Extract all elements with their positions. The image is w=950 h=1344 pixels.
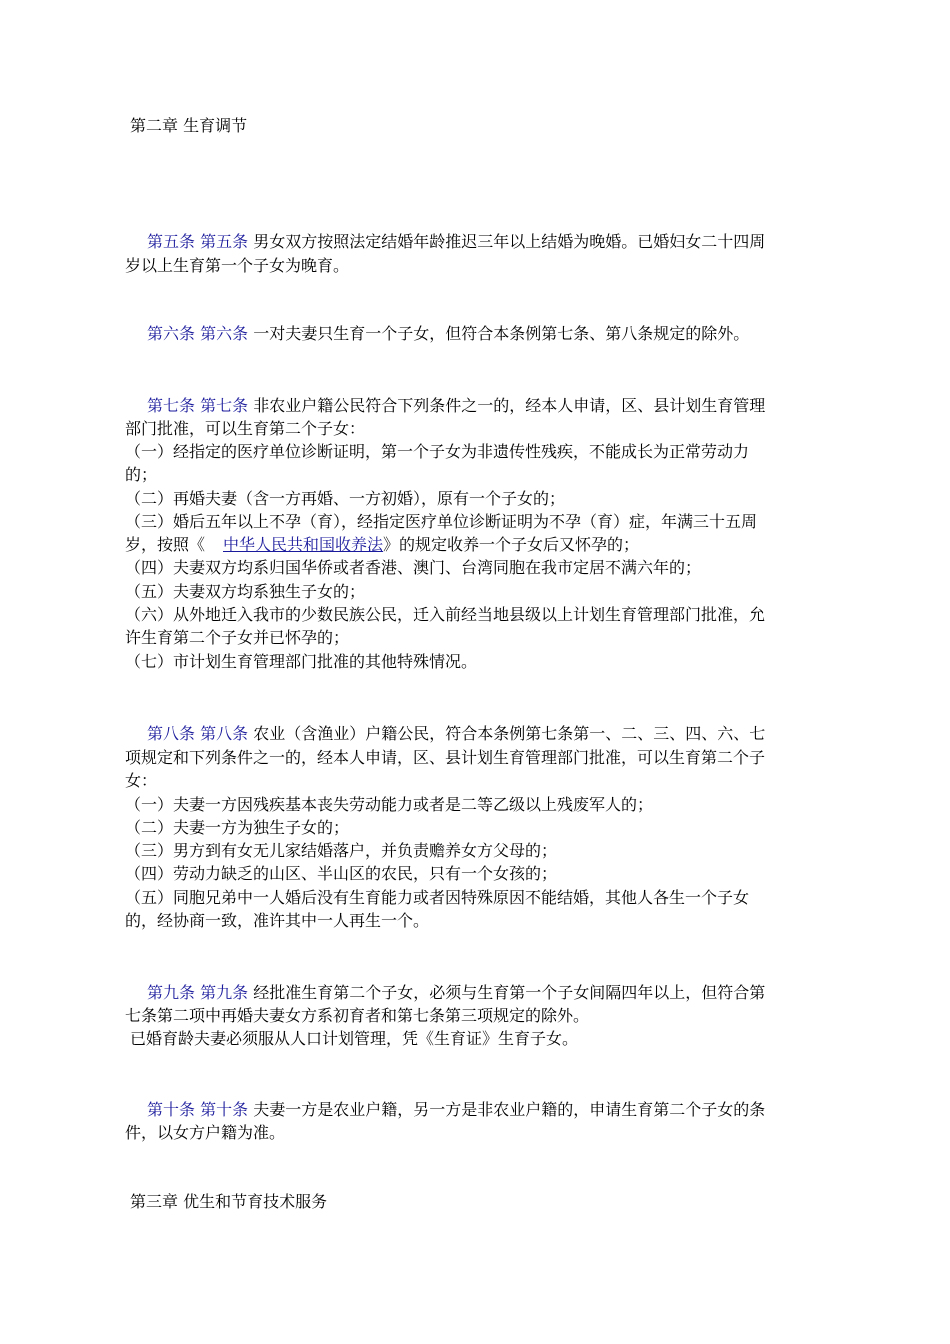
article-8-text: 农业（含渔业）户籍公民，符合本条例第七条第一、二、三、四、六、七 bbox=[253, 724, 766, 743]
article-10-line-1 bbox=[147, 1098, 765, 1121]
article-8-line-3: 女： bbox=[125, 771, 158, 790]
chapter-3-heading: 第三章 优生和节育技术服务 bbox=[130, 1192, 328, 1211]
article-6-line-1 bbox=[147, 322, 749, 345]
article-7-item-3-suffix: 》的规定收养一个子女后又怀孕的； bbox=[383, 535, 640, 554]
article-7-item-2: （二）再婚夫妻（含一方再婚、一方初婚），原有一个子女的； bbox=[125, 489, 566, 508]
article-8-item-2: （二）夫妻一方为独生子女的； bbox=[125, 818, 350, 837]
article-10-text: 夫妻一方是农业户籍，另一方是非农业户籍的，申请生育第二个子女的条 bbox=[253, 1100, 766, 1119]
article-5-label-repeat: 第五条 bbox=[200, 232, 249, 251]
article-7-item-6-cont: 许生育第二个子女并已怀孕的； bbox=[125, 628, 350, 647]
article-8-item-4: （四）劳动力缺乏的山区、半山区的农民，只有一个女孩的； bbox=[125, 864, 558, 883]
chapter-2-heading: 第二章 生育调节 bbox=[130, 116, 248, 135]
article-7-text: 非农业户籍公民符合下列条件之一的，经本人申请，区、县计划生育管理 bbox=[253, 396, 766, 415]
article-10-label: 第十条 bbox=[147, 1100, 196, 1119]
article-9-line-2: 七条第二项中再婚夫妻女方系初育者和第七条第三项规定的除外。 bbox=[125, 1006, 590, 1025]
article-5-label: 第五条 bbox=[147, 232, 196, 251]
article-10-line-2: 件，以女方户籍为准。 bbox=[125, 1123, 286, 1142]
article-9-line-3: 已婚育龄夫妻必须服从人口计划管理，凭《生育证》生育子女。 bbox=[130, 1029, 579, 1048]
article-10-label-repeat: 第十条 bbox=[200, 1100, 249, 1119]
article-8-label-repeat: 第八条 bbox=[200, 724, 249, 743]
article-7-item-7: （七）市计划生育管理部门批准的其他特殊情况。 bbox=[125, 652, 478, 671]
article-9-label: 第九条 bbox=[147, 983, 196, 1002]
article-9-label-repeat: 第九条 bbox=[200, 983, 249, 1002]
article-7-item-3-cont bbox=[125, 533, 639, 556]
article-7-line-1 bbox=[147, 394, 765, 417]
article-8-line-2: 项规定和下列条件之一的，经本人申请，区、县计划生育管理部门批准，可以生育第二个子 bbox=[125, 748, 766, 767]
article-8-item-5: （五）同胞兄弟中一人婚后没有生育能力或者因特殊原因不能结婚，其他人各生一个子女 bbox=[125, 888, 750, 907]
article-8-line-1 bbox=[147, 722, 765, 745]
article-7-item-1-cont: 的； bbox=[125, 465, 158, 484]
article-7-item-5: （五）夫妻双方均系独生子女的； bbox=[125, 582, 366, 601]
article-6-text: 一对夫妻只生育一个子女，但符合本条例第七条、第八条规定的除外。 bbox=[253, 324, 750, 343]
article-5-line-2: 岁以上生育第一个子女为晚育。 bbox=[125, 256, 350, 275]
article-6-label-repeat: 第六条 bbox=[200, 324, 249, 343]
article-5-text: 男女双方按照法定结婚年龄推迟三年以上结婚为晚婚。已婚妇女二十四周 bbox=[253, 232, 766, 251]
article-9-text: 经批准生育第二个子女，必须与生育第一个子女间隔四年以上，但符合第 bbox=[253, 983, 766, 1002]
article-6-label: 第六条 bbox=[147, 324, 196, 343]
article-7-label: 第七条 bbox=[147, 396, 196, 415]
article-7-item-3-prefix: 岁，按照《 bbox=[125, 535, 206, 554]
article-7-item-4: （四）夫妻双方均系归国华侨或者香港、澳门、台湾同胞在我市定居不满六年的； bbox=[125, 558, 702, 577]
article-7-label-repeat: 第七条 bbox=[200, 396, 249, 415]
article-7-item-1: （一）经指定的医疗单位诊断证明，第一个子女为非遗传性残疾，不能成长为正常劳动力 bbox=[125, 442, 750, 461]
article-9-line-1 bbox=[147, 981, 765, 1004]
article-8-item-5-cont: 的，经协商一致，准许其中一人再生一个。 bbox=[125, 911, 430, 930]
article-8-item-1: （一）夫妻一方因残疾基本丧失劳动能力或者是二等乙级以上残废军人的； bbox=[125, 795, 654, 814]
article-8-label: 第八条 bbox=[147, 724, 196, 743]
article-8-item-3: （三）男方到有女无儿家结婚落户，并负责赡养女方父母的； bbox=[125, 841, 558, 860]
article-7-item-3: （三）婚后五年以上不孕（育），经指定医疗单位诊断证明为不孕（育）症，年满三十五周 bbox=[125, 512, 758, 531]
article-5-line-1 bbox=[147, 230, 765, 253]
adoption-law-link[interactable]: 中华人民共和国收养法 bbox=[223, 535, 384, 554]
article-7-line-2: 部门批准，可以生育第二个子女： bbox=[125, 419, 366, 438]
article-7-item-6: （六）从外地迁入我市的少数民族公民，迁入前经当地县级以上计划生育管理部门批准，允 bbox=[125, 605, 766, 624]
